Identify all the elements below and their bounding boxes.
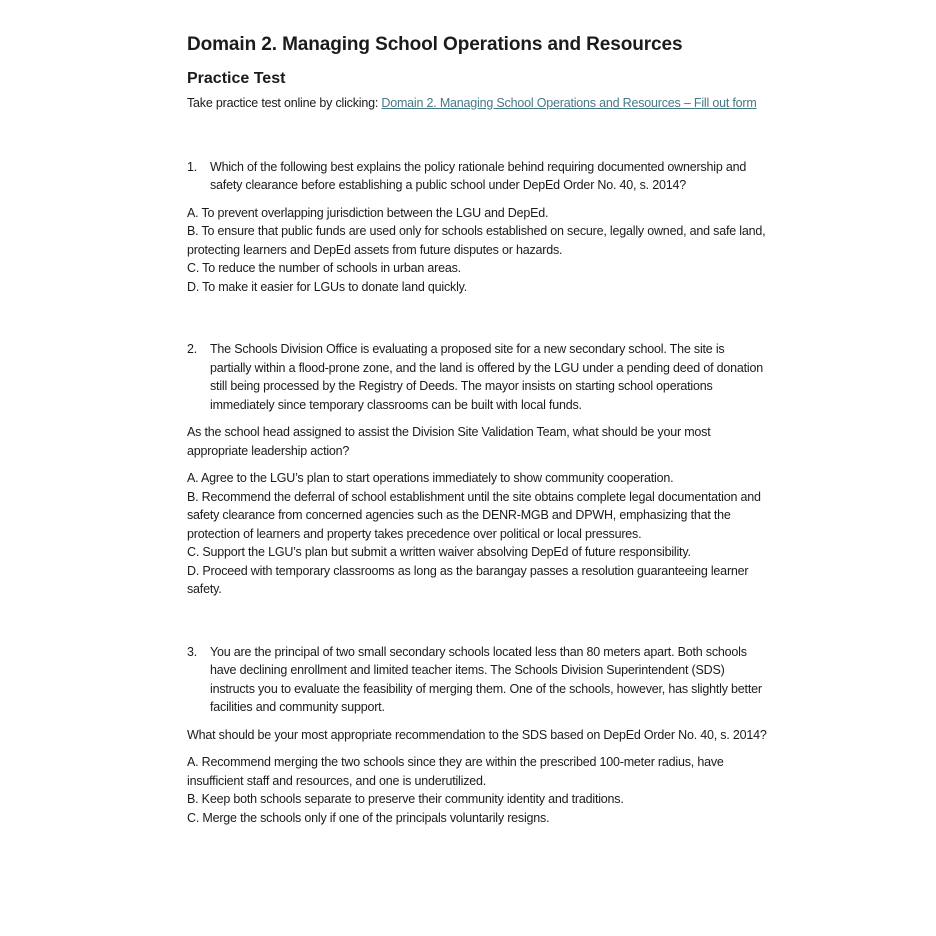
option-a: A. To prevent overlapping jurisdiction between the LGU and DepEd.: [187, 205, 549, 220]
question-number: 1.: [187, 159, 198, 174]
answer-options: [187, 469, 767, 599]
option-b: B. To ensure that public funds are used only for schools established on secure, legally owned, and safe land, protecting learners and DepEd assets from future disputes or hazards.: [187, 224, 766, 257]
question-prompt: As the school head assigned to assist the Division Site Validation Team, what should be your most appropriate leadership action?: [187, 425, 711, 458]
option-c: C. Merge the schools only if one of the principals voluntarily resigns.: [187, 810, 550, 825]
section-subtitle: Practice Test: [187, 70, 286, 87]
option-d: D. To make it easier for LGUs to donate land quickly.: [187, 279, 468, 294]
page-title: Domain 2. Managing School Operations and Resources: [187, 34, 683, 55]
question-stem: [187, 643, 767, 717]
intro-paragraph: [187, 94, 767, 113]
question-text: Which of the following best explains the policy rationale behind requiring documented ownership and safety clearance before establishing a public school under DepEd Order No. 40, s. 2014?: [210, 159, 747, 192]
option-a: A. Recommend merging the two schools since they are within the prescribed 100-meter radius, have insufficient staff and resources, and one is underutilized.: [187, 755, 724, 788]
answer-options: [187, 753, 767, 827]
option-b: B. Keep both schools separate to preserve their community identity and traditions.: [187, 792, 624, 806]
option-a: A. Agree to the LGU’s plan to start operations immediately to show community cooperation.: [187, 471, 674, 485]
intro-text: Take practice test online by clicking:: [187, 96, 382, 110]
option-b: B. Recommend the deferral of school establishment until the site obtains complete legal documentation and safety clearance from concerned agencies such as the DENR-MGB and DPWH, emphasizing that the protection of learners and property takes precedence over political or local pressures.: [187, 489, 761, 541]
question-stem: [187, 340, 767, 414]
answer-options: [187, 204, 767, 297]
question-1: [187, 158, 767, 297]
practice-test-link[interactable]: Domain 2. Managing School Operations and Resources – Fill out form: [381, 96, 757, 110]
question-prompt: What should be your most appropriate recommendation to the SDS based on DepEd Order No. 40, s. 2014?: [187, 727, 767, 742]
question-number: 2.: [187, 342, 198, 356]
question-3: [187, 643, 767, 828]
question-text: You are the principal of two small secondary schools located less than 80 meters apart. Both schools have declining enrollment and limited teacher items. The Schools Division Superintendent (SDS) instructs you to evaluate the feasibility of merging them. One of the schools, however, has slightly better facilities and community support.: [210, 644, 762, 714]
question-text: The Schools Division Office is evaluating a proposed site for a new secondary school. The site is partially within a flood-prone zone, and the land is offered by the LGU under a pending deed of donation still being processed by the Registry of Deeds. The mayor insists on starting school operations immediately since temporary classrooms can be built with local funds.: [210, 342, 763, 412]
question-number: 3.: [187, 644, 198, 659]
option-c: C. Support the LGU’s plan but submit a written waiver absolving DepEd of future responsibility.: [187, 545, 691, 559]
option-c: C. To reduce the number of schools in urban areas.: [187, 261, 461, 275]
question-stem: [187, 158, 767, 195]
question-2: [187, 340, 767, 599]
document-page: [187, 32, 767, 827]
option-d: D. Proceed with temporary classrooms as long as the barangay passes a resolution guaranteeing learner safety.: [187, 563, 749, 596]
